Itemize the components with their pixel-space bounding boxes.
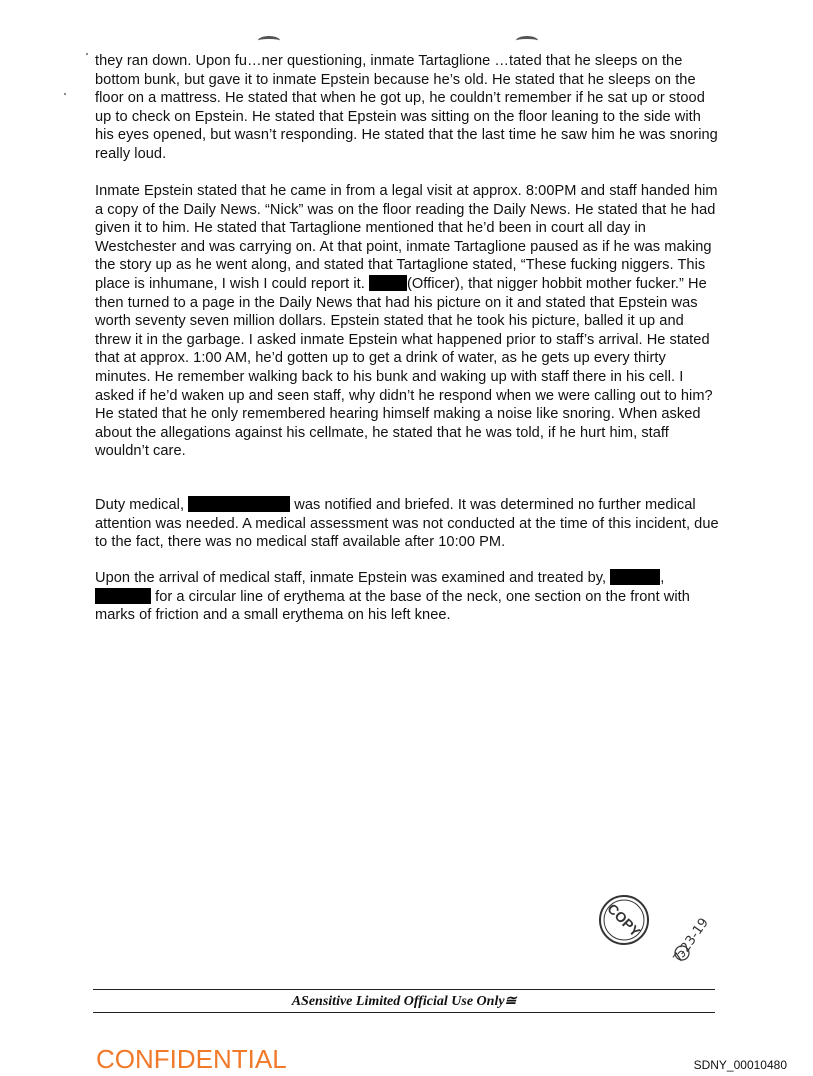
handwritten-date: 7-23-19	[670, 915, 712, 966]
redaction-box	[188, 496, 290, 512]
paragraph-text	[95, 569, 720, 625]
footer-rule-top	[93, 989, 715, 990]
sensitivity-marking: ASensitive Limited Official Use Only≅	[291, 994, 517, 1009]
text-segment: Inmate Epstein stated that he came in from a legal visit at approx. 8:00PM and staff handed him a copy of the Daily News. “Nick” was on the floor reading the Daily News. He stated that he had given it to him. He stated that Tartaglione mentioned that he’d been in court all day in Westchester and was carrying on. At that point, inmate Tartaglione paused as if he was making the story up as he went along, and stated that Tartaglione stated, “These fucking niggers. This place is inhumane, I wish I could report it.	[95, 183, 718, 292]
copy-stamp-text: COPY	[604, 900, 644, 940]
paragraph	[95, 52, 720, 164]
text-segment: was notified and briefed. It was determined no further medical attention was needed. A medical assessment was not conducted at the time of this incident, due to the fact, there was no medical staff available after 10:00 PM.	[95, 497, 719, 551]
paragraph	[95, 569, 720, 625]
text-segment: (Officer), that nigger hobbit mother fucker.” He then turned to a page in the Daily News that had his picture on it and stated that Epstein was worth seventy seven million dollars. Epstein stated that he took his picture, balled it up and threw it in the garbage. I asked inmate Epstein what happened prior to staff’s arrival. He stated that at approx. 1:00 AM, he’d gotten up to get a drink of water, as he gets up every thirty minutes. He remember walking back to his bunk and waking up with staff there in his cell. I asked if he’d waken up and seen staff, why didn’t he respond when we were calling out to him? He stated that he only remembered hearing himself making a noise like snoring. When asked about the allegations against his cellmate, he stated that he was told, if he hurt him, staff wouldn’t care.	[95, 275, 713, 460]
scan-artifact-mark	[516, 36, 538, 45]
bates-number: SDNY_00010480	[693, 1058, 787, 1072]
text-segment: Upon the arrival of medical staff, inmate Epstein was examined and treated by,	[95, 570, 611, 586]
text-segment: they ran down. Upon fu…ner questioning, inmate Tartaglione …tated that he sleeps on the bottom bunk, but gave it to inmate Epstein because he’s old. He stated that he sleeps on the floor on a mattress. He stated that when he got up, he couldn’t remember if he sat up or stood up to check on Epstein. He stated that Epstein was sitting on the floor leaning to the side with his eyes opened, but wasn’t responding. He stated that the last time he saw him he was snoring really loud.	[95, 53, 718, 162]
text-segment: Duty medical,	[95, 497, 189, 513]
scan-speck	[86, 53, 88, 55]
copy-stamp	[596, 890, 712, 970]
text-segment: ,	[660, 570, 665, 586]
copy-stamp-graphic	[596, 890, 712, 970]
paragraph-text	[95, 52, 720, 164]
scan-speck	[64, 93, 66, 95]
redaction-box	[610, 569, 660, 585]
redaction-box	[95, 588, 151, 604]
text-segment: for a circular line of erythema at the base of the neck, one section on the front with marks of friction and a small erythema on his left knee.	[95, 588, 690, 624]
paragraph	[95, 496, 720, 552]
paragraph-text	[95, 496, 720, 552]
paragraph-text	[95, 182, 720, 461]
confidential-label: CONFIDENTIAL	[96, 1044, 287, 1074]
scan-artifact-mark	[258, 36, 280, 45]
redaction-box	[369, 275, 407, 291]
footer-rule-bottom	[93, 1012, 715, 1013]
paragraph	[95, 182, 720, 461]
